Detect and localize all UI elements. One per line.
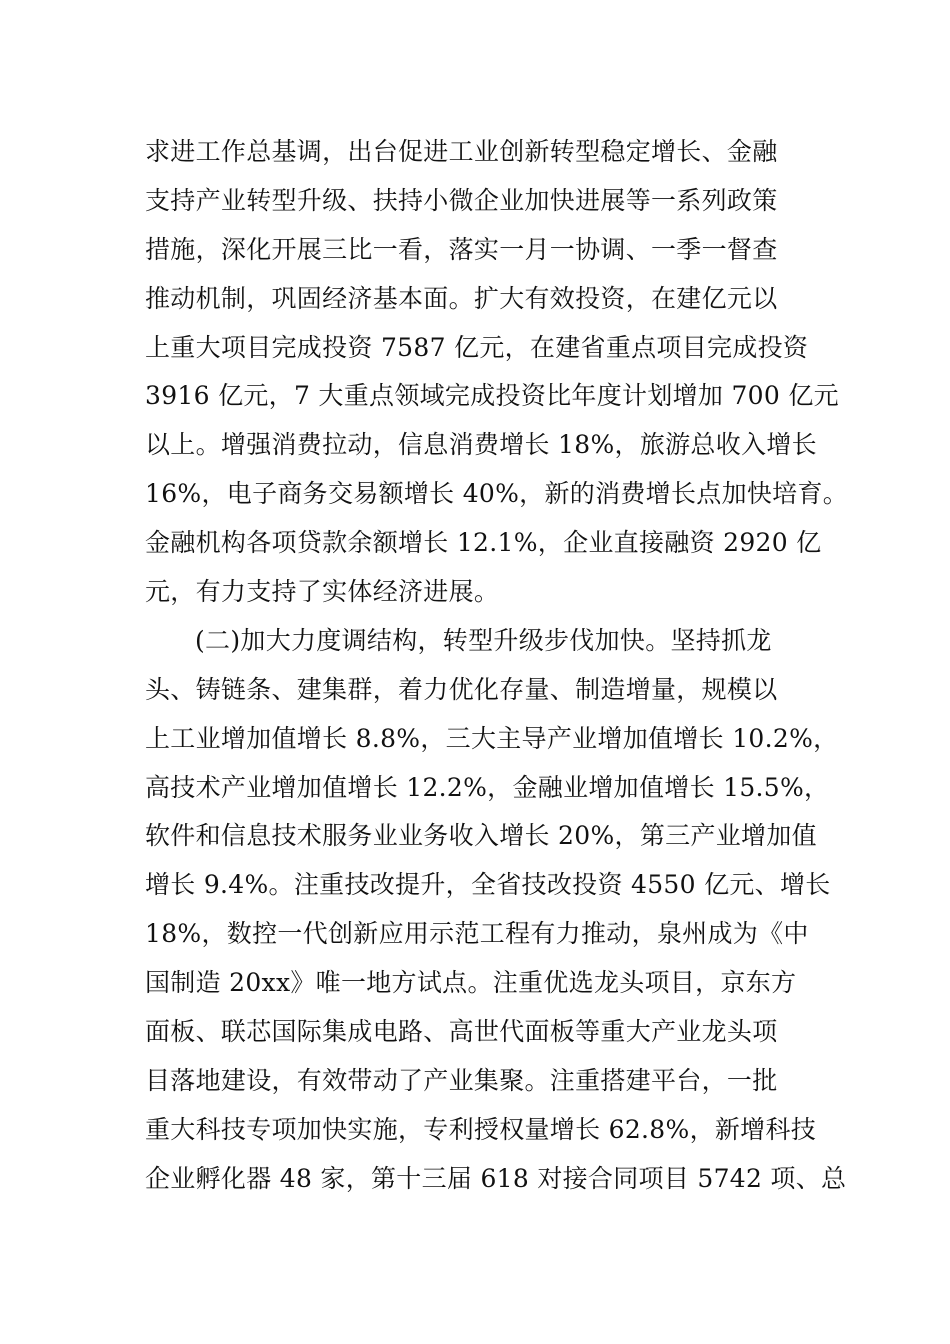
text-line: 支持产业转型升级、扶持小微企业加快进展等一系列政策 — [145, 185, 778, 215]
text-line: 16%，电子商务交易额增长 40%，新的消费增长点加快培育。 — [145, 479, 849, 509]
text-line: 推动机制，巩固经济基本面。扩大有效投资，在建亿元以 — [145, 283, 778, 313]
text-line: 上重大项目完成投资 7587 亿元，在建省重点项目完成投资 — [145, 332, 809, 362]
text-line: 目落地建设，有效带动了产业集聚。注重搭建平台，一批 — [145, 1065, 778, 1095]
text-line: 面板、联芯国际集成电路、高世代面板等重大产业龙头项 — [145, 1017, 778, 1047]
section-heading-line: (二)加大力度调结构，转型升级步伐加快。坚持抓龙 — [195, 625, 772, 655]
text-line: 18%，数控一代创新应用示范工程有力推动，泉州成为《中 — [145, 919, 809, 949]
text-line: 上工业增加值增长 8.8%，三大主导产业增加值增长 10.2%， — [145, 723, 839, 753]
text-line: 软件和信息技术服务业业务收入增长 20%，第三产业增加值 — [145, 821, 817, 851]
text-line: 国制造 20xx》唯一地方试点。注重优选龙头项目，京东方 — [145, 968, 797, 998]
text-line: 企业孵化器 48 家，第十三届 618 对接合同项目 5742 项、总 — [145, 1163, 847, 1193]
text-line: 3916 亿元，7 大重点领域完成投资比年度计划增加 700 亿元 — [145, 381, 839, 411]
text-line: 措施，深化开展三比一看，落实一月一协调、一季一督查 — [145, 234, 778, 264]
body-text — [145, 128, 865, 1204]
text-line: 元，有力支持了实体经济进展。 — [145, 577, 500, 607]
text-line: 金融机构各项贷款余额增长 12.1%，企业直接融资 2920 亿 — [145, 528, 822, 558]
text-line: 头、铸链条、建集群，着力优化存量、制造增量，规模以 — [145, 674, 778, 704]
text-line: 增长 9.4%。注重技改提升，全省技改投资 4550 亿元、增长 — [145, 870, 831, 900]
text-line: 求进工作总基调，出台促进工业创新转型稳定增长、金融 — [145, 137, 778, 166]
text-line: 高技术产业增加值增长 12.2%，金融业增加值增长 15.5%， — [145, 772, 830, 802]
text-line: 以上。增强消费拉动，信息消费增长 18%，旅游总收入增长 — [145, 430, 817, 460]
text-line: 重大科技专项加快实施，专利授权量增长 62.8%，新增科技 — [145, 1114, 817, 1144]
